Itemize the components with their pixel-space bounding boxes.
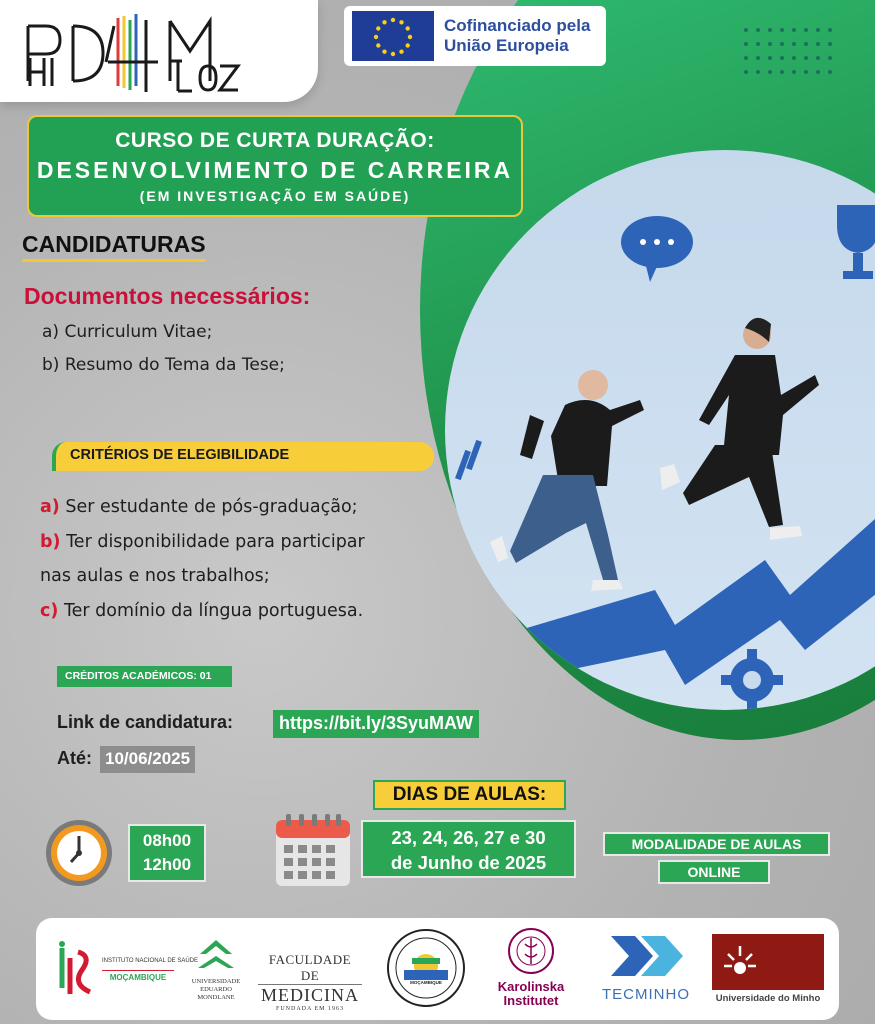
uem-logo: UNIVERSIDADE EDUARDO MONDLANE xyxy=(186,936,246,1006)
modality-label: MODALIDADE DE AULAS xyxy=(603,832,830,856)
document-item: b) Resumo do Tema da Tese; xyxy=(42,355,285,375)
clock-icon xyxy=(44,818,114,888)
document-item: a) Curriculum Vitae; xyxy=(42,322,213,342)
class-days-badge xyxy=(361,820,576,878)
seal-icon xyxy=(386,928,466,1008)
application-link-label: Link de candidatura: xyxy=(57,712,234,732)
minho-emblem-icon xyxy=(712,934,824,990)
tecminho-emblem-icon xyxy=(601,932,691,982)
class-hours-badge xyxy=(128,824,206,882)
eu-text-line2: União Europeia xyxy=(444,36,569,55)
gear-icon xyxy=(721,649,783,710)
criteria-item: nas aulas e nos trabalhos; xyxy=(40,566,270,586)
uem-emblem-icon xyxy=(196,936,236,974)
class-days-line2: de Junho de 2025 xyxy=(390,852,547,873)
credits-badge: CRÉDITOS ACADÉMICOS: 01 xyxy=(57,666,232,687)
eu-text-line1: Cofinanciado pela xyxy=(444,16,591,35)
running-man xyxy=(490,370,644,591)
running-woman xyxy=(660,318,819,540)
course-title-line3: (EM INVESTIGAÇÃO EM SAÚDE) xyxy=(139,187,411,204)
ins-logo xyxy=(56,940,199,1000)
criteria-item: b) Ter disponibilidade para participar xyxy=(40,532,365,552)
karolinska-seal-icon xyxy=(506,926,556,976)
calendar-icon xyxy=(274,812,352,888)
ins-name: INSTITUTO NACIONAL DE SAÚDE xyxy=(102,958,199,964)
course-title-line1: CURSO DE CURTA DURAÇÃO: xyxy=(115,128,435,152)
hours-start: 08h00 xyxy=(142,831,192,850)
partners-footer xyxy=(36,918,839,1020)
eu-cofunding-card xyxy=(344,6,606,66)
hours-end: 12h00 xyxy=(142,855,192,874)
ins-country: MOÇAMBIQUE xyxy=(102,970,174,982)
course-title-banner xyxy=(27,115,523,217)
phd4moz-logo-card xyxy=(0,0,318,102)
criteria-item: c) Ter domínio da língua portuguesa. xyxy=(40,601,364,621)
criteria-item: a) Ser estudante de pós-graduação; xyxy=(40,497,358,517)
class-days-label: DIAS DE AULAS: xyxy=(373,780,566,810)
modality-value: ONLINE xyxy=(658,860,770,884)
course-title-line2: DESENVOLVIMENTO DE CARREIRA xyxy=(36,156,514,183)
documents-heading: Documentos necessários: xyxy=(24,283,311,309)
deadline-value: 10/06/2025 xyxy=(100,746,195,773)
section-heading-candidaturas: CANDIDATURAS xyxy=(22,231,206,262)
application-link[interactable]: https://bit.ly/3SyuMAW xyxy=(273,710,479,738)
karolinska-logo: Karolinska Institutet xyxy=(486,926,576,1008)
eu-flag-icon xyxy=(352,11,434,61)
up-seal-logo: MOÇAMBIQUE xyxy=(386,928,466,1008)
tecminho-logo: TECMINHO xyxy=(596,932,696,1003)
class-days-line1: 23, 24, 26, 27 e 30 xyxy=(391,827,546,848)
phd4moz-logo xyxy=(18,6,258,98)
minho-logo: Universidade do Minho xyxy=(712,934,824,1004)
faculdade-medicina-logo: FACULDADE DE MEDICINA FUNDADA EM 1963 xyxy=(258,952,362,1012)
chat-bubble-icon xyxy=(621,216,693,282)
trophy-icon xyxy=(837,205,875,279)
deadline-label: Até: xyxy=(57,748,92,768)
criteria-heading: CRITÉRIOS DE ELEGIBILIDADE xyxy=(52,442,434,471)
dots-decoration xyxy=(742,26,834,78)
